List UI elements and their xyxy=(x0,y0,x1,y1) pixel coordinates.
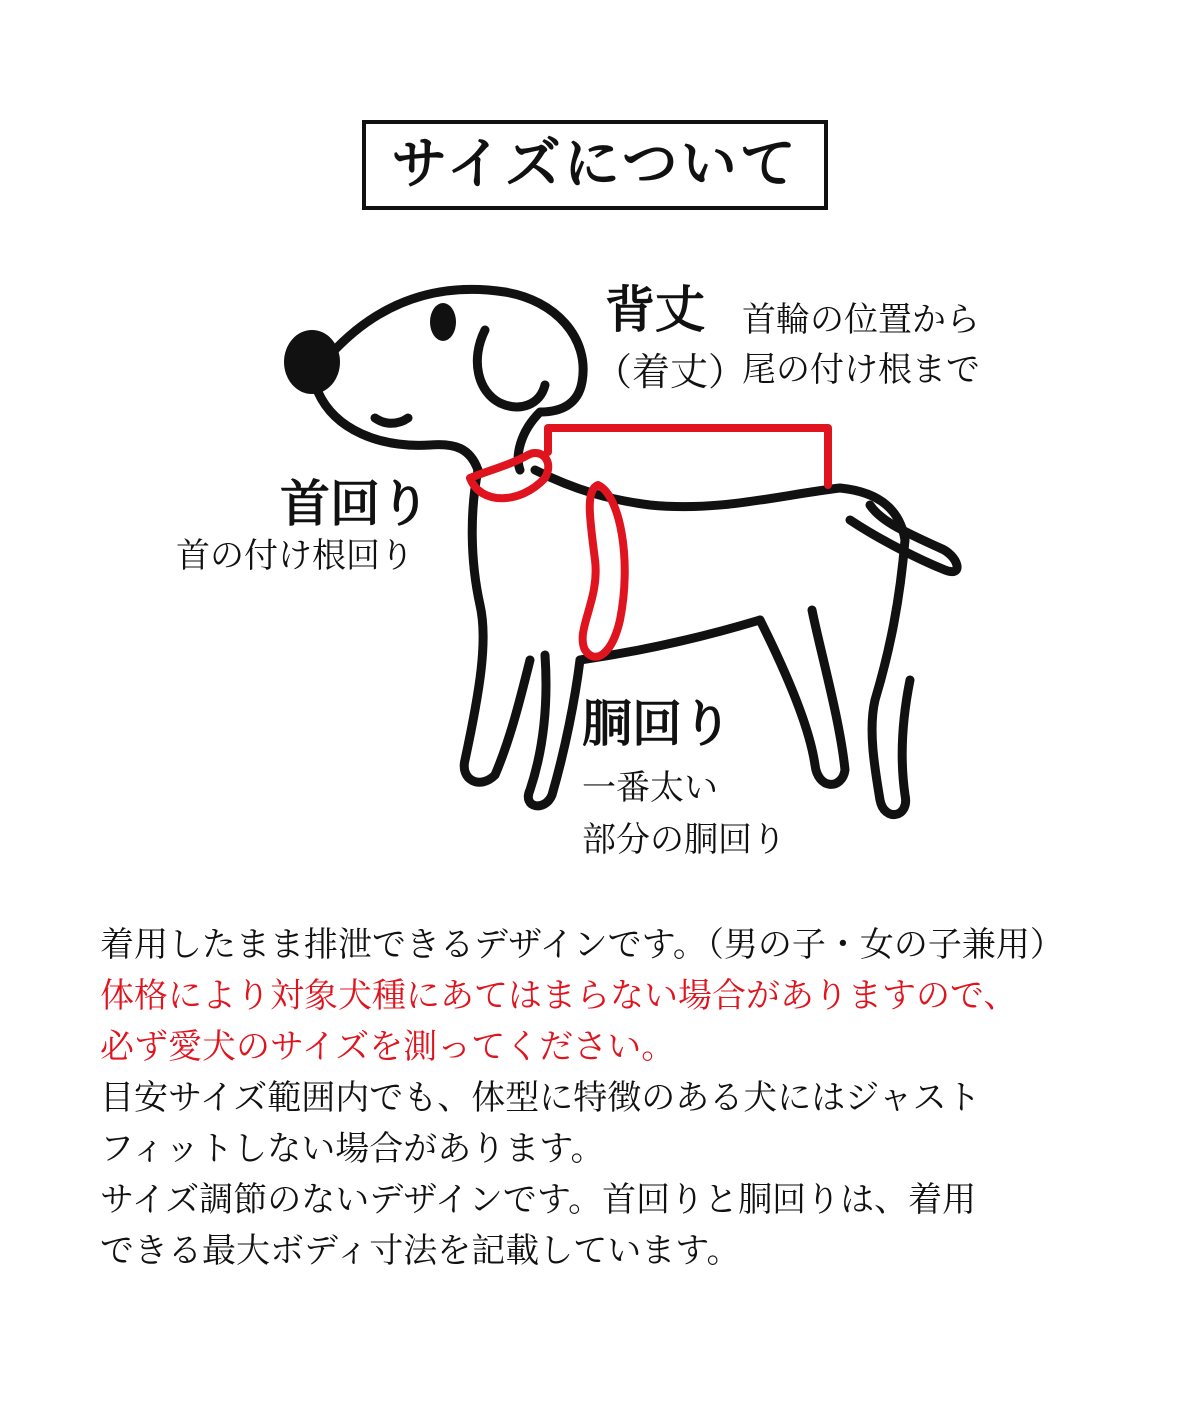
dog-hind-leg xyxy=(760,610,845,784)
measurement-marks xyxy=(470,428,828,657)
back-length-alt-name: （着丈） xyxy=(594,350,747,394)
note-line-warning: 体格により対象犬種にあてはまらない場合がありますので、 xyxy=(100,976,1018,1016)
note-line: 目安サイズ範囲内でも、体型に特徴のある犬にはジャスト xyxy=(100,1078,981,1118)
dog-eye xyxy=(430,303,456,341)
back-length-name: 背丈 xyxy=(605,281,705,339)
dog-nose xyxy=(284,330,340,394)
back-length-bracket xyxy=(548,428,828,485)
girth-ring xyxy=(583,485,625,657)
girth-desc-2: 部分の胴回り xyxy=(582,820,786,860)
note-line: できる最大ボディ寸法を記載しています。 xyxy=(100,1231,741,1271)
neck-desc: 首の付け根回り xyxy=(176,536,414,576)
neck-name: 首回り xyxy=(280,475,430,533)
dog-chest xyxy=(464,470,530,782)
dog-jaw xyxy=(318,392,478,470)
note-line-warning: 必ず愛犬のサイズを測ってください。 xyxy=(100,1027,676,1067)
note-line: 着用したまま排泄できるデザインです。（男の子・女の子兼用） xyxy=(100,925,1064,965)
dog-ear xyxy=(477,330,545,407)
note-line: フィットしない場合があります。 xyxy=(100,1129,605,1169)
back-length-desc-2: 尾の付け根まで xyxy=(742,350,980,390)
girth-name: 胴回り xyxy=(582,695,732,753)
girth-desc-1: 一番太い xyxy=(582,768,718,808)
back-length-desc-1: 首輪の位置から xyxy=(742,300,980,340)
dog-hind-leg-rear xyxy=(872,540,910,815)
dog-front-leg xyxy=(528,655,580,806)
notes-block xyxy=(100,920,1120,1277)
note-line: サイズ調節のないデザインです。首回りと胴回りは、着用 xyxy=(100,1180,977,1220)
dog-mouth xyxy=(375,418,408,423)
page-title: サイズについて xyxy=(391,132,799,197)
